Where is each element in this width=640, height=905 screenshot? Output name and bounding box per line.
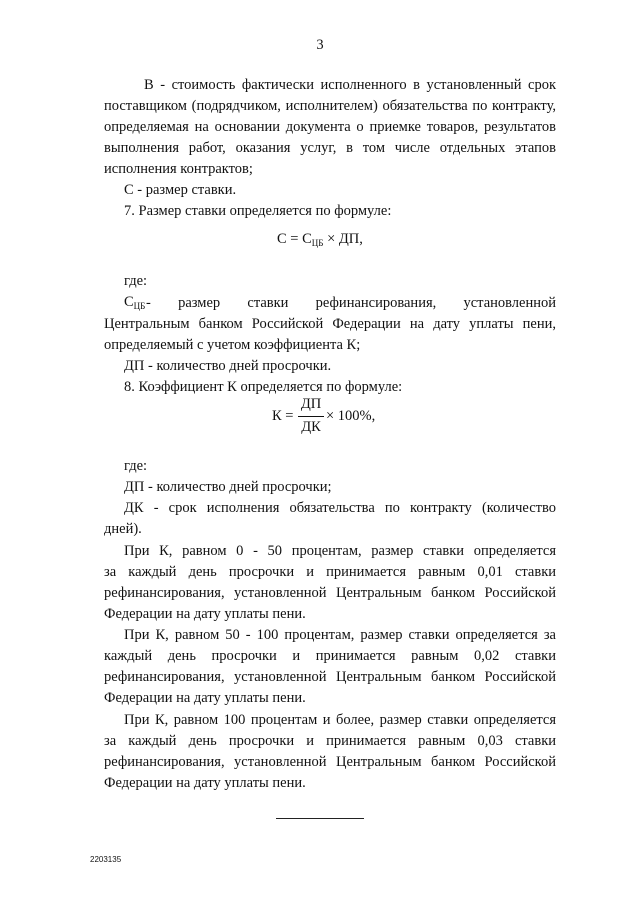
page-number: 3: [316, 37, 324, 53]
text-line-12: 8. Коэффициент К определяется по формуле:: [124, 379, 403, 395]
text-line-11: ДП - количество дней просрочки.: [124, 358, 332, 374]
text-line-27: рефинансирования, установленной Центральным банком Российской: [104, 754, 556, 770]
text-line-24: Федерации на дату уплаты пени.: [104, 690, 306, 706]
text-line-22: каждый день просрочки и принимается равным 0,02 ставки: [104, 648, 556, 664]
text-line-9: Центральным банком Российской Федерации на дату уплаты пени,: [104, 316, 556, 332]
formula-k-fraction-bar: [298, 416, 324, 417]
text-line-14: ДП - количество дней просрочки;: [124, 479, 332, 495]
text-line-20: Федерации на дату уплаты пени.: [104, 606, 306, 622]
footer-rule: [276, 818, 364, 819]
ccb-base: С: [124, 294, 134, 310]
text-line-17: При К, равном 0 - 50 процентам, размер ставки определяется: [124, 543, 556, 559]
formula-c: [277, 231, 363, 248]
formula-k-lhs: К =: [272, 408, 294, 424]
formula-c-lhs: С = С: [277, 231, 312, 247]
text-line-6: С - размер ставки.: [124, 182, 237, 198]
text-line-10: определяемый с учетом коэффициента К;: [104, 337, 361, 353]
text-line-26: за каждый день просрочки и принимается равным 0,03 ставки: [104, 733, 556, 749]
formula-k-rhs: × 100%,: [326, 408, 376, 424]
text-line-25: При К, равном 100 процентам и более, размер ставки определяется: [124, 712, 556, 728]
formula-c-sub: ЦБ: [311, 238, 324, 248]
text-line-1: В - стоимость фактически исполненного в установленный срок: [144, 77, 556, 93]
text-line-28: Федерации на дату уплаты пени.: [104, 775, 306, 791]
ccb-sub: ЦБ: [133, 301, 146, 311]
text-line-7: 7. Размер ставки определяется по формуле:: [124, 203, 392, 219]
ccb-symbol: [124, 294, 145, 311]
text-line-23: рефинансирования, установленной Центральным банком Российской: [104, 669, 556, 685]
text-line-2: поставщиком (подрядчиком, исполнителем) обязательства по контракту,: [104, 98, 556, 114]
text-line-ccb: - размер ставки рефинансирования, установленной: [146, 295, 556, 311]
document-code: 2203135: [90, 855, 122, 864]
text-line-15: ДК - срок исполнения обязательства по контракту (количество: [124, 500, 556, 516]
formula-k-denominator: ДК: [301, 419, 321, 435]
formula-k-numerator: ДП: [300, 396, 322, 412]
text-line-19: рефинансирования, установленной Центральным банком Российской: [104, 585, 556, 601]
text-line-18: за каждый день просрочки и принимается равным 0,01 ставки: [104, 564, 556, 580]
text-line-3: определяемая на основании документа о приемке товаров, результатов: [104, 119, 556, 135]
text-line-5: исполнения контрактов;: [104, 161, 253, 177]
text-line-4: выполнения работ, оказания услуг, в том числе отдельных этапов: [104, 140, 556, 156]
formula-c-rhs: × ДП,: [323, 231, 363, 247]
text-line-16: дней).: [104, 521, 142, 537]
text-line-where-1: где:: [124, 273, 148, 289]
text-line-21: При К, равном 50 - 100 процентам, размер ставки определяется за: [124, 627, 556, 643]
text-line-where-2: где:: [124, 458, 148, 474]
